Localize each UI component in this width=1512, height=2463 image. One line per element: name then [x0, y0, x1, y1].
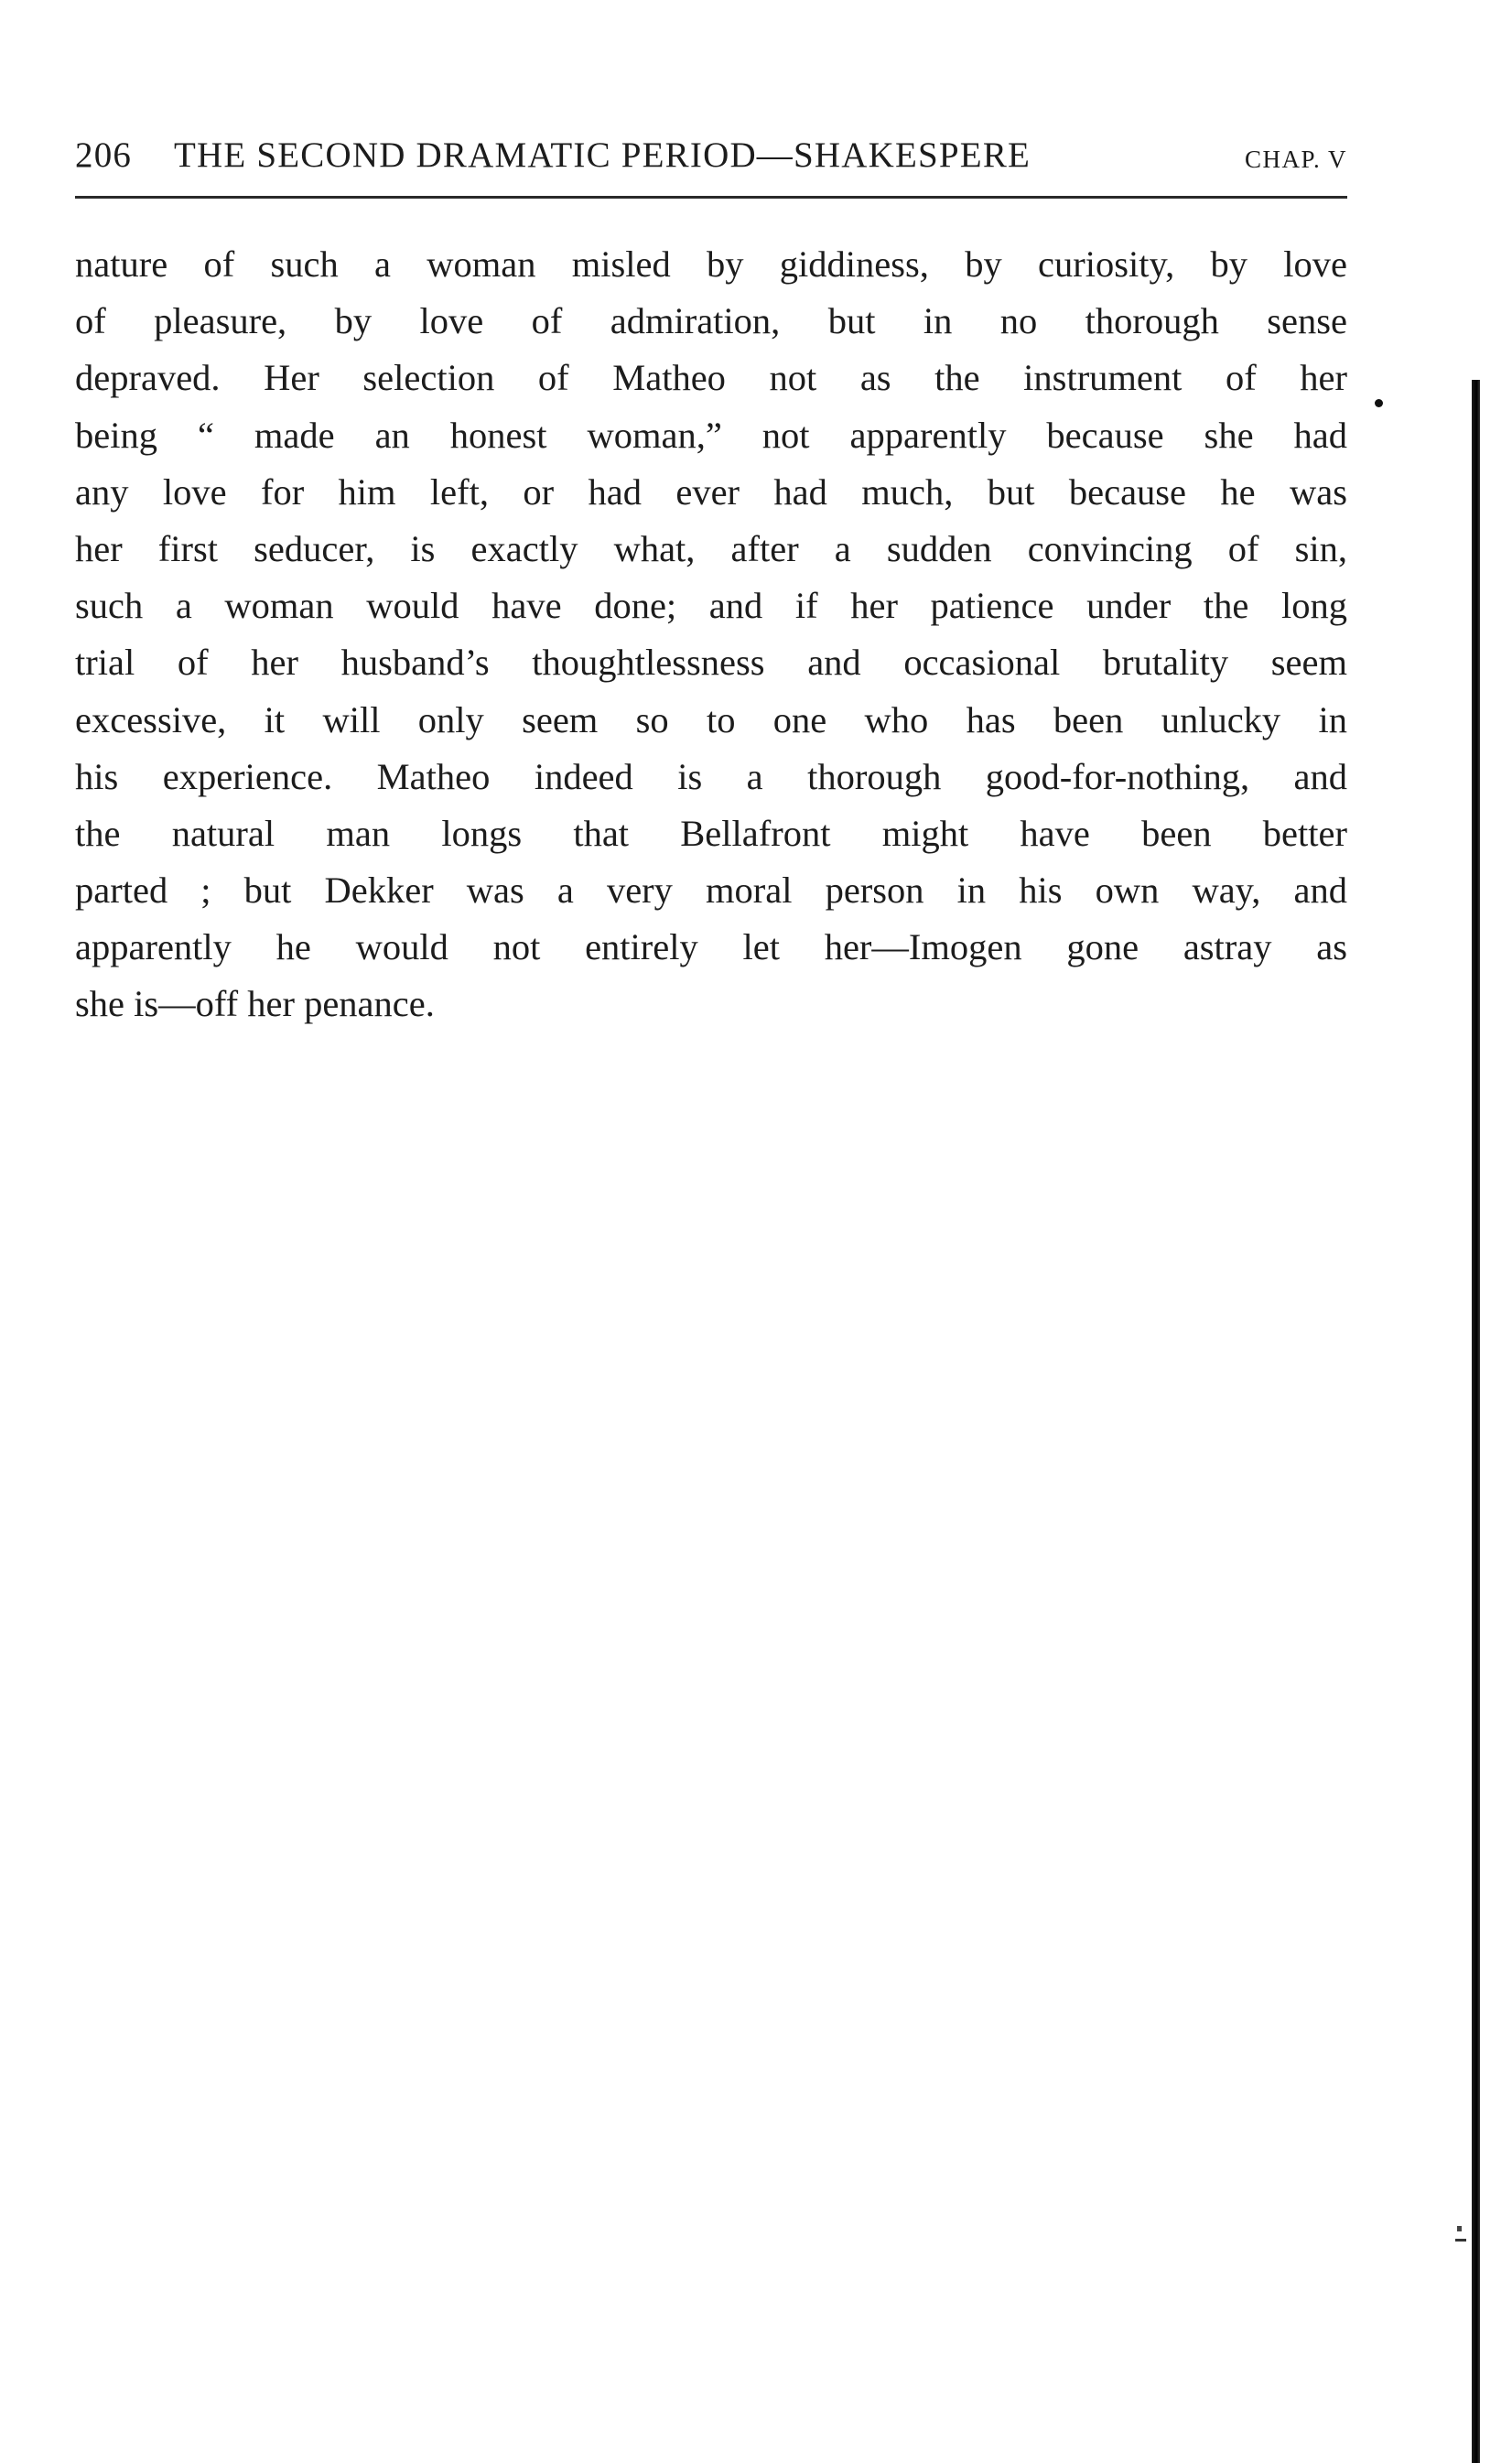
- header-rule: [75, 196, 1347, 199]
- running-head: [75, 130, 1347, 181]
- text-line: apparently he would not entirely let her—Imogen gone astray as: [75, 926, 1347, 968]
- text-line: of pleasure, by love of admiration, but in no thorough sense: [75, 300, 1347, 342]
- running-title: THE SECOND DRAMATIC PERIOD—SHAKESPERE: [174, 135, 1031, 175]
- text-line: the natural man longs that Bellafront might have been better: [75, 812, 1347, 854]
- text-line: depraved. Her selection of Matheo not as the instrument of her: [75, 357, 1347, 399]
- text-line: nature of such a woman misled by giddiness, by curiosity, by love: [75, 243, 1347, 285]
- body-paragraph: [75, 236, 1347, 1033]
- ink-speck: [1457, 2226, 1462, 2231]
- text-line: such a woman would have done; and if her patience under the long: [75, 585, 1347, 627]
- text-line: trial of her husband’s thoughtlessness and occasional brutality seem: [75, 642, 1347, 684]
- text-line: her first seducer, is exactly what, after a sudden convincing of sin,: [75, 527, 1347, 569]
- text-line: excessive, it will only seem so to one who has been unlucky in: [75, 698, 1347, 740]
- page-number: 206: [75, 135, 133, 175]
- text-line: any love for him left, or had ever had much, but because he was: [75, 470, 1347, 513]
- text-line: being “ made an honest woman,” not apparently because she had: [75, 414, 1347, 456]
- text-line: parted ; but Dekker was a very moral person in his own way, and: [75, 870, 1347, 912]
- chapter-label: CHAP. V: [1244, 146, 1347, 173]
- page-edge-shadow: [1472, 380, 1480, 2463]
- ink-speck: [1375, 399, 1383, 407]
- text-line: she is—off her penance.: [75, 983, 435, 1025]
- ink-speck: [1455, 2239, 1466, 2242]
- text-line: his experience. Matheo indeed is a thorough good-for-nothing, and: [75, 755, 1347, 797]
